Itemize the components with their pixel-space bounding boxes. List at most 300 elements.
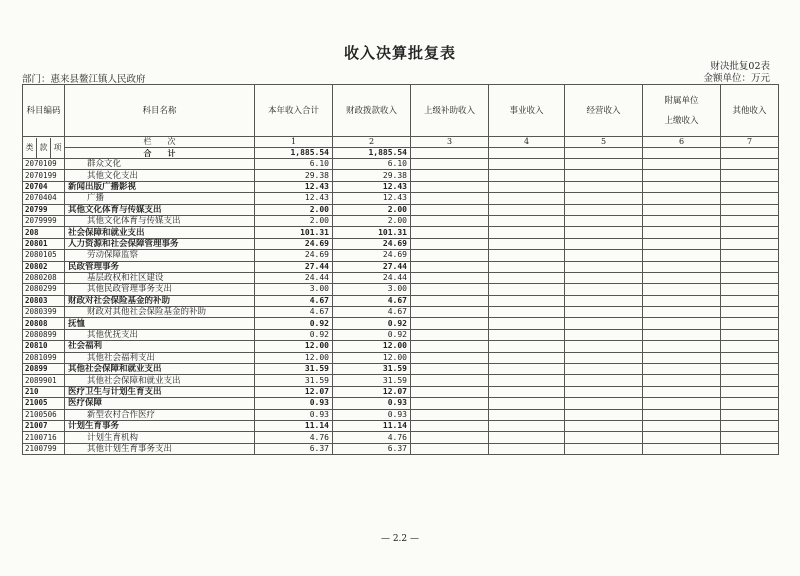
empty-cell — [565, 159, 643, 170]
table-row — [23, 295, 779, 306]
row-name: 新闻出版广播影视 — [65, 181, 255, 192]
row-fiscal: 12.43 — [333, 193, 411, 204]
empty-cell — [721, 443, 779, 454]
row-total: 24.44 — [255, 272, 333, 283]
header-lei: 类 — [23, 138, 37, 158]
empty-cell — [721, 352, 779, 363]
empty-cell — [411, 215, 489, 226]
row-fiscal: 29.38 — [333, 170, 411, 181]
lanci-label: 栏 次 — [65, 137, 255, 148]
header-affiliate-line1: 附属单位 — [664, 95, 699, 106]
row-code: 2100506 — [23, 409, 65, 420]
row-code: 20801 — [23, 238, 65, 249]
row-name: 其他优抚支出 — [65, 329, 255, 340]
income-table-container — [22, 84, 778, 455]
row-name: 计划生育事务 — [65, 420, 255, 431]
row-total: 27.44 — [255, 261, 333, 272]
table-row — [23, 204, 779, 215]
row-total: 6.10 — [255, 159, 333, 170]
row-code: 20704 — [23, 181, 65, 192]
row-name: 财政对社会保险基金的补助 — [65, 295, 255, 306]
empty-cell — [643, 409, 721, 420]
row-fiscal: 12.00 — [333, 352, 411, 363]
empty-cell — [565, 409, 643, 420]
empty-cell — [489, 159, 565, 170]
row-code: 2089901 — [23, 375, 65, 386]
empty-cell — [411, 284, 489, 295]
empty-cell — [721, 148, 779, 159]
row-fiscal: 12.43 — [333, 181, 411, 192]
empty-cell — [643, 284, 721, 295]
table-row — [23, 398, 779, 409]
empty-cell — [489, 238, 565, 249]
row-name: 其他民政管理事务支出 — [65, 284, 255, 295]
empty-cell — [411, 443, 489, 454]
table-row — [23, 364, 779, 375]
empty-cell — [565, 295, 643, 306]
empty-cell — [565, 227, 643, 238]
empty-cell — [643, 227, 721, 238]
empty-cell — [643, 215, 721, 226]
table-row — [23, 238, 779, 249]
empty-cell — [565, 386, 643, 397]
row-fiscal: 24.44 — [333, 272, 411, 283]
row-code: 2080105 — [23, 250, 65, 261]
col-number-5: 5 — [565, 137, 643, 148]
empty-cell — [489, 261, 565, 272]
empty-cell — [489, 272, 565, 283]
row-fiscal: 12.07 — [333, 386, 411, 397]
empty-cell — [721, 398, 779, 409]
header-fiscal: 财政拨款收入 — [333, 85, 411, 137]
empty-cell — [643, 375, 721, 386]
empty-cell — [721, 284, 779, 295]
empty-cell — [721, 159, 779, 170]
empty-cell — [721, 420, 779, 431]
row-code: 2081099 — [23, 352, 65, 363]
total-fiscal: 1,885.54 — [333, 148, 411, 159]
row-name: 人力资源和社会保障管理事务 — [65, 238, 255, 249]
empty-cell — [489, 181, 565, 192]
table-row — [23, 318, 779, 329]
table-row — [23, 432, 779, 443]
empty-cell — [489, 193, 565, 204]
empty-cell — [643, 193, 721, 204]
row-code: 208 — [23, 227, 65, 238]
empty-cell — [565, 215, 643, 226]
empty-cell — [411, 307, 489, 318]
empty-cell — [721, 170, 779, 181]
row-name: 其他社会保障和就业支出 — [65, 364, 255, 375]
empty-cell — [643, 341, 721, 352]
empty-cell — [721, 329, 779, 340]
row-code: 2100716 — [23, 432, 65, 443]
table-row — [23, 420, 779, 431]
empty-cell — [489, 215, 565, 226]
data-rows — [23, 159, 779, 455]
row-name: 其他文化体育与传媒支出 — [65, 215, 255, 226]
row-code: 20803 — [23, 295, 65, 306]
empty-cell — [411, 204, 489, 215]
row-total: 11.14 — [255, 420, 333, 431]
empty-cell — [489, 386, 565, 397]
empty-cell — [411, 398, 489, 409]
row-total: 24.69 — [255, 238, 333, 249]
row-code: 2080208 — [23, 272, 65, 283]
empty-cell — [411, 420, 489, 431]
empty-cell — [411, 318, 489, 329]
empty-cell — [489, 409, 565, 420]
row-fiscal: 12.00 — [333, 341, 411, 352]
empty-cell — [721, 386, 779, 397]
column-number-row — [23, 137, 779, 148]
row-fiscal: 4.67 — [333, 295, 411, 306]
empty-cell — [643, 181, 721, 192]
empty-cell — [565, 284, 643, 295]
table-row — [23, 227, 779, 238]
empty-cell — [643, 170, 721, 181]
header-xiang: 项 — [53, 142, 62, 152]
row-name: 其他计划生育事务支出 — [65, 443, 255, 454]
empty-cell — [489, 398, 565, 409]
header-upper: 上级补助收入 — [411, 85, 489, 137]
empty-cell — [411, 375, 489, 386]
empty-cell — [565, 272, 643, 283]
table-row — [23, 170, 779, 181]
empty-cell — [489, 227, 565, 238]
row-fiscal: 0.93 — [333, 398, 411, 409]
empty-cell — [565, 148, 643, 159]
empty-cell — [489, 364, 565, 375]
row-code: 2100799 — [23, 443, 65, 454]
total-label: 合 计 — [65, 148, 255, 159]
row-fiscal: 11.14 — [333, 420, 411, 431]
row-name: 抚恤 — [65, 318, 255, 329]
row-name: 群众文化 — [65, 159, 255, 170]
empty-cell — [721, 307, 779, 318]
empty-cell — [643, 250, 721, 261]
empty-cell — [565, 250, 643, 261]
empty-cell — [489, 329, 565, 340]
row-total: 101.31 — [255, 227, 333, 238]
row-name: 其他社会保障和就业支出 — [65, 375, 255, 386]
empty-cell — [643, 204, 721, 215]
row-fiscal: 24.69 — [333, 238, 411, 249]
row-fiscal: 31.59 — [333, 375, 411, 386]
row-code: 20799 — [23, 204, 65, 215]
empty-cell — [411, 341, 489, 352]
amount-unit: 金额单位：万元 — [703, 73, 770, 84]
empty-cell — [411, 193, 489, 204]
row-total: 12.43 — [255, 181, 333, 192]
empty-cell — [643, 386, 721, 397]
row-code: 2070109 — [23, 159, 65, 170]
row-name: 社会保障和就业支出 — [65, 227, 255, 238]
row-total: 0.93 — [255, 409, 333, 420]
empty-cell — [643, 318, 721, 329]
empty-cell — [489, 352, 565, 363]
empty-cell — [411, 409, 489, 420]
empty-cell — [643, 261, 721, 272]
empty-cell — [565, 318, 643, 329]
empty-cell — [643, 272, 721, 283]
table-row — [23, 375, 779, 386]
empty-cell — [565, 170, 643, 181]
row-total: 12.00 — [255, 341, 333, 352]
empty-cell — [643, 443, 721, 454]
row-total: 31.59 — [255, 364, 333, 375]
row-fiscal: 2.00 — [333, 215, 411, 226]
row-name: 新型农村合作医疗 — [65, 409, 255, 420]
row-total: 4.67 — [255, 307, 333, 318]
table-row — [23, 443, 779, 454]
table-row — [23, 386, 779, 397]
empty-cell — [721, 272, 779, 283]
empty-cell — [643, 159, 721, 170]
empty-cell — [565, 204, 643, 215]
empty-cell — [489, 318, 565, 329]
empty-cell — [643, 238, 721, 249]
table-row — [23, 272, 779, 283]
row-total: 12.43 — [255, 193, 333, 204]
empty-cell — [565, 329, 643, 340]
empty-cell — [643, 432, 721, 443]
empty-cell — [721, 341, 779, 352]
empty-cell — [643, 420, 721, 431]
empty-cell — [721, 295, 779, 306]
table-row — [23, 409, 779, 420]
row-name: 财政对其他社会保险基金的补助 — [65, 307, 255, 318]
empty-cell — [643, 307, 721, 318]
empty-cell — [565, 341, 643, 352]
table-row — [23, 250, 779, 261]
empty-cell — [489, 148, 565, 159]
row-fiscal: 6.37 — [333, 443, 411, 454]
row-fiscal: 0.92 — [333, 318, 411, 329]
empty-cell — [643, 329, 721, 340]
empty-cell — [721, 215, 779, 226]
empty-cell — [721, 250, 779, 261]
empty-cell — [411, 148, 489, 159]
empty-cell — [411, 352, 489, 363]
empty-cell — [489, 375, 565, 386]
row-fiscal: 0.93 — [333, 409, 411, 420]
table-row — [23, 329, 779, 340]
header-business: 事业收入 — [489, 85, 565, 137]
header-total: 本年收入合计 — [255, 85, 333, 137]
table-row — [23, 352, 779, 363]
row-code: 210 — [23, 386, 65, 397]
table-row — [23, 284, 779, 295]
empty-cell — [411, 364, 489, 375]
row-total: 31.59 — [255, 375, 333, 386]
empty-cell — [411, 250, 489, 261]
row-name: 民政管理事务 — [65, 261, 255, 272]
row-code: 2070404 — [23, 193, 65, 204]
row-code: 2080399 — [23, 307, 65, 318]
row-name: 广播 — [65, 193, 255, 204]
empty-cell — [489, 284, 565, 295]
empty-cell — [643, 398, 721, 409]
table-row — [23, 261, 779, 272]
empty-cell — [565, 364, 643, 375]
empty-cell — [411, 170, 489, 181]
total-income: 1,885.54 — [255, 148, 333, 159]
row-total: 2.00 — [255, 204, 333, 215]
row-total: 12.07 — [255, 386, 333, 397]
total-row — [23, 148, 779, 159]
empty-cell — [411, 386, 489, 397]
empty-cell — [721, 181, 779, 192]
header-code: 科目编码 — [23, 85, 65, 137]
empty-cell — [721, 364, 779, 375]
row-name: 社会福利 — [65, 341, 255, 352]
row-total: 2.00 — [255, 215, 333, 226]
lei-kuan-xiang-cell — [23, 137, 65, 159]
empty-cell — [721, 432, 779, 443]
empty-cell — [489, 443, 565, 454]
empty-cell — [565, 193, 643, 204]
empty-cell — [721, 261, 779, 272]
table-row — [23, 307, 779, 318]
row-total: 6.37 — [255, 443, 333, 454]
col-number-4: 4 — [489, 137, 565, 148]
col-number-1: 1 — [255, 137, 333, 148]
empty-cell — [489, 250, 565, 261]
row-code: 21005 — [23, 398, 65, 409]
header-kuan: 款 — [37, 138, 51, 158]
row-fiscal: 4.76 — [333, 432, 411, 443]
empty-cell — [721, 375, 779, 386]
empty-cell — [565, 398, 643, 409]
col-number-2: 2 — [333, 137, 411, 148]
table-row — [23, 159, 779, 170]
empty-cell — [411, 295, 489, 306]
row-code: 2070199 — [23, 170, 65, 181]
row-name: 其他文化体育与传媒支出 — [65, 204, 255, 215]
row-code: 20808 — [23, 318, 65, 329]
row-fiscal: 27.44 — [333, 261, 411, 272]
empty-cell — [565, 375, 643, 386]
empty-cell — [565, 432, 643, 443]
empty-cell — [643, 148, 721, 159]
empty-cell — [565, 307, 643, 318]
empty-cell — [565, 443, 643, 454]
row-fiscal: 3.00 — [333, 284, 411, 295]
empty-cell — [565, 420, 643, 431]
row-total: 29.38 — [255, 170, 333, 181]
row-total: 12.00 — [255, 352, 333, 363]
empty-cell — [721, 409, 779, 420]
row-fiscal: 2.00 — [333, 204, 411, 215]
col-number-7: 7 — [721, 137, 779, 148]
empty-cell — [489, 420, 565, 431]
col-number-3: 3 — [411, 137, 489, 148]
empty-cell — [489, 432, 565, 443]
header-operating: 经营收入 — [565, 85, 643, 137]
row-total: 0.92 — [255, 329, 333, 340]
header-affiliate-line2: 上缴收入 — [664, 115, 699, 126]
empty-cell — [643, 295, 721, 306]
empty-cell — [411, 227, 489, 238]
table-row — [23, 181, 779, 192]
empty-cell — [411, 432, 489, 443]
header-other: 其他收入 — [721, 85, 779, 137]
empty-cell — [411, 159, 489, 170]
table-row — [23, 215, 779, 226]
row-total: 3.00 — [255, 284, 333, 295]
table-row — [23, 341, 779, 352]
row-code: 2080299 — [23, 284, 65, 295]
header-name: 科目名称 — [65, 85, 255, 137]
row-fiscal: 101.31 — [333, 227, 411, 238]
row-fiscal: 31.59 — [333, 364, 411, 375]
row-code: 2079999 — [23, 215, 65, 226]
empty-cell — [565, 352, 643, 363]
row-total: 0.93 — [255, 398, 333, 409]
row-code: 21007 — [23, 420, 65, 431]
income-final-accounts-table — [22, 84, 779, 455]
page-title: 收入决算批复表 — [343, 44, 456, 62]
row-name: 劳动保障监察 — [65, 250, 255, 261]
row-name: 其他文化支出 — [65, 170, 255, 181]
row-name: 医疗卫生与计划生育支出 — [65, 386, 255, 397]
empty-cell — [721, 227, 779, 238]
row-total: 4.76 — [255, 432, 333, 443]
empty-cell — [411, 261, 489, 272]
row-code: 20802 — [23, 261, 65, 272]
empty-cell — [565, 238, 643, 249]
department-label: 部门：惠来县鳌江镇人民政府 — [22, 74, 146, 85]
row-name: 计划生育机构 — [65, 432, 255, 443]
col-number-6: 6 — [643, 137, 721, 148]
row-code: 20899 — [23, 364, 65, 375]
empty-cell — [411, 329, 489, 340]
form-number: 财决批复02表 — [710, 61, 770, 72]
row-total: 4.67 — [255, 295, 333, 306]
row-name: 其他社会福利支出 — [65, 352, 255, 363]
header-affiliate — [643, 85, 721, 137]
empty-cell — [411, 272, 489, 283]
row-total: 0.92 — [255, 318, 333, 329]
empty-cell — [721, 193, 779, 204]
empty-cell — [489, 307, 565, 318]
page-number: — 2.2 — — [380, 534, 420, 544]
empty-cell — [565, 261, 643, 272]
row-name: 基层政权和社区建设 — [65, 272, 255, 283]
empty-cell — [489, 341, 565, 352]
empty-cell — [643, 364, 721, 375]
row-fiscal: 24.69 — [333, 250, 411, 261]
empty-cell — [411, 238, 489, 249]
empty-cell — [721, 238, 779, 249]
row-fiscal: 0.92 — [333, 329, 411, 340]
row-fiscal: 6.10 — [333, 159, 411, 170]
row-total: 24.69 — [255, 250, 333, 261]
row-code: 20810 — [23, 341, 65, 352]
empty-cell — [411, 181, 489, 192]
empty-cell — [565, 181, 643, 192]
row-name: 医疗保障 — [65, 398, 255, 409]
empty-cell — [721, 318, 779, 329]
empty-cell — [489, 295, 565, 306]
table-row — [23, 193, 779, 204]
row-fiscal: 4.67 — [333, 307, 411, 318]
empty-cell — [489, 204, 565, 215]
empty-cell — [489, 170, 565, 181]
empty-cell — [643, 352, 721, 363]
row-code: 2080899 — [23, 329, 65, 340]
